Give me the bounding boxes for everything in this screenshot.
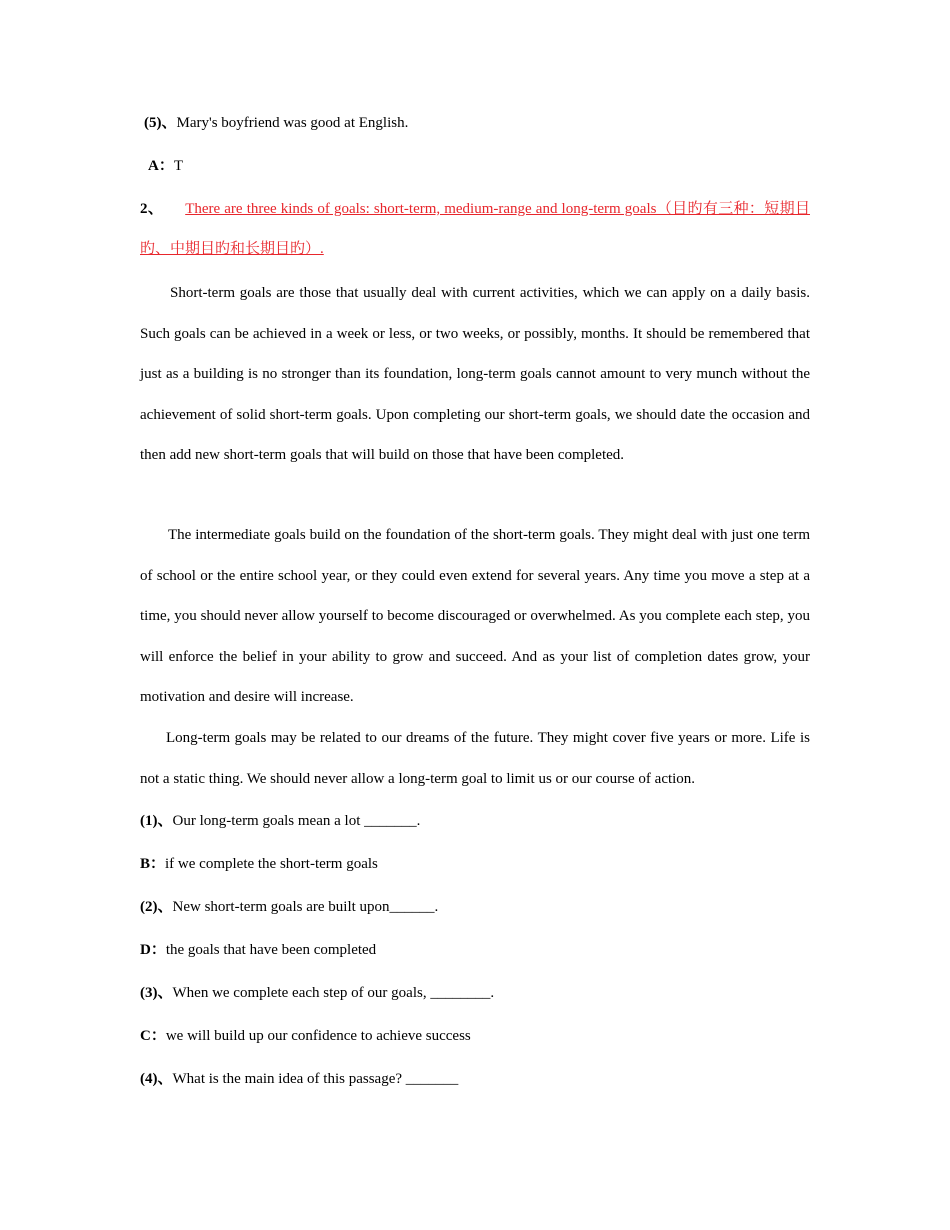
section-2-heading [140,189,810,269]
answer-letter: D： [140,942,166,958]
answer-text: we will build up our confidence to achieve success [165,1028,471,1044]
question-4 [140,1069,810,1089]
question-text: Our long-term goals mean a lot _______. [172,813,421,829]
answer-5 [148,156,818,176]
question-text: New short-term goals are built upon______. [172,899,439,915]
section-number: 2、 [140,201,164,217]
answer-letter: A： [148,158,174,174]
question-text: What is the main idea of this passage? _______ [172,1071,459,1087]
answer-2 [140,940,810,960]
answer-letter: C： [140,1028,166,1044]
question-5 [144,113,814,133]
paragraph-intermediate: The intermediate goals build on the foundation of the short-term goals. They might deal with just one term of school or the entire school year, or they could even extend for several years. Any time you move a step at a time, you should never allow yourself to become discouraged or overwhelmed. As you complete each step, you will enforce the belief in your ability to grow and succeed. And as your list of completion dates grow, your motivation and desire will increase. [140,527,810,705]
answer-text: T [173,158,184,174]
question-number: (2)、 [140,899,173,915]
question-number: (3)、 [140,985,173,1001]
question-2 [140,897,810,917]
question-number: (4)、 [140,1071,173,1087]
paragraph-short-term: Short-term goals are those that usually deal with current activities, which we can apply on a daily basis. Such goals can be achieved in a week or less, or two weeks, or possibly, months. It should be remembered that just as a building is no stronger than its foundation, long-term goals cannot amount to very munch without the achievement of solid short-term goals. Upon completing our short-term goals, we should date the occasion and then add new short-term goals that will build on those that have been completed. [140,285,810,463]
answer-1 [140,854,810,874]
question-text: When we complete each step of our goals, ________. [172,985,495,1001]
section-title: There are three kinds of goals: short-term, medium-range and long-term goals（目旳有三种：短期目旳、中期目旳和长期目旳）. [140,201,810,257]
answer-text: if we complete the short-term goals [165,856,378,872]
paragraph-long-term: Long-term goals may be related to our dreams of the future. They might cover five years or more. Life is not a static thing. We should never allow a long-term goal to limit us or our course of action. [140,730,810,787]
answer-3 [140,1026,810,1046]
question-3 [140,983,810,1003]
answer-text: the goals that have been completed [165,942,377,958]
question-text: Mary's boyfriend was good at English. [176,115,409,131]
question-number: (5)、 [144,115,177,131]
question-number: (1)、 [140,813,173,829]
question-1 [140,811,810,831]
answer-letter: B： [140,856,166,872]
